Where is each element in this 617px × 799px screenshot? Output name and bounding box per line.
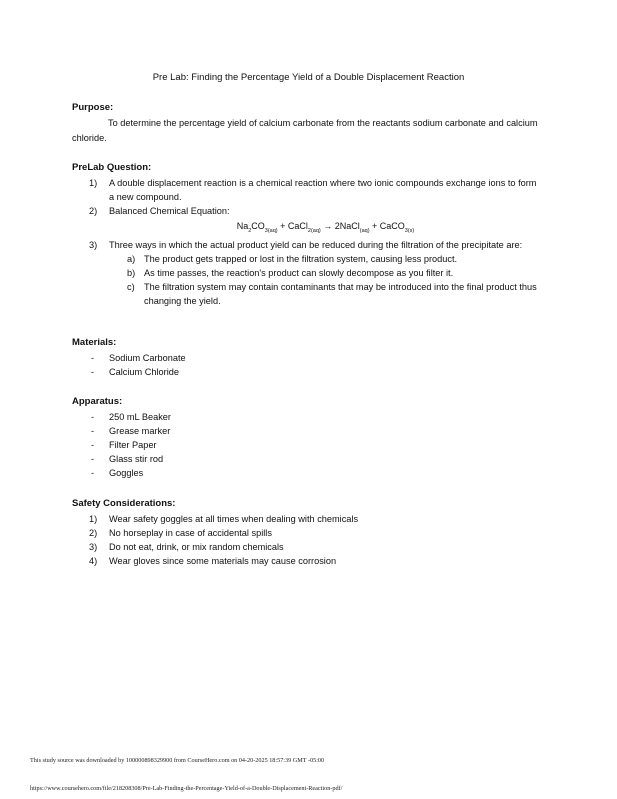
list-item: 4) Wear gloves since some materials may cause corrosion	[89, 556, 337, 566]
list-item: 3) Three ways in which the actual product yield can be reduced during the filtration of the precipitate are: a) The product gets trapped or lost in the filtration system, causing less product. b) As time passes, the reaction's product can slowly decompose as you filter it. c) The filtration system may contain contaminants that may be introduced into the final product thus changing the yield.	[72, 238, 542, 308]
prelab-heading: PreLab Question:	[72, 162, 152, 173]
materials-list	[72, 351, 542, 379]
safety-heading: Safety Considerations:	[72, 498, 176, 509]
purpose-heading: Purpose:	[72, 102, 114, 113]
list-item: 2) Balanced Chemical Equation: $Na_2CO_{3(aq)}$ + CaCl$_{2(aq)}$ → 2NaCl$_{(aq)}$ + CaCO$_{3(s)}$	[72, 204, 542, 238]
list-item: - 250 mL Beaker	[91, 412, 171, 422]
list-item: - Calcium Chloride	[91, 367, 179, 377]
purpose-section	[72, 101, 542, 145]
sub-list-item: b) As time passes, the reaction's product can slowly decompose as you filter it.	[127, 267, 454, 278]
prelab-section	[72, 161, 542, 308]
safety-list	[72, 512, 542, 568]
list-item: 3) Do not eat, drink, or mix random chemicals	[89, 542, 284, 552]
list-item: - Glass stir rod	[91, 454, 164, 464]
list-item: - Goggles	[91, 468, 144, 478]
list-item: 1) Wear safety goggles at all times when dealing with chemicals	[89, 514, 359, 524]
apparatus-section	[72, 395, 542, 480]
sub-list-item: a) The product gets trapped or lost in the filtration system, causing less product.	[127, 253, 458, 264]
sub-list-item: c) The filtration system may contain contaminants that may be introduced into the final product thus changing the yield.	[127, 281, 537, 306]
materials-section	[72, 336, 542, 379]
list-item: - Grease marker	[91, 426, 171, 436]
page-title: Pre Lab: Finding the Percentage Yield of a Double Displacement Reaction	[152, 72, 465, 83]
safety-section	[72, 497, 542, 568]
purpose-text: To determine the percentage yield of calcium carbonate from the reactants sodium carbonate and calcium chloride.	[72, 118, 538, 143]
source-url[interactable]: https://www.coursehero.com/file/218208308/Pre-Lab-Finding-the-Percentage-Yield-of-a-Double-Displacement-Reaction-pdf/	[30, 785, 343, 792]
apparatus-list	[72, 410, 542, 480]
sub-list	[109, 252, 542, 308]
list-item: - Filter Paper	[91, 440, 157, 450]
apparatus-heading: Apparatus:	[72, 396, 123, 407]
list-item: 1) A double displacement reaction is a chemical reaction where two ionic compounds exchange ions to form a new compound.	[89, 178, 537, 202]
materials-heading: Materials:	[72, 337, 117, 348]
download-notice: This study source was downloaded by 100000898329900 from CourseHero.com on 04-20-2025 18:57:39 GMT -05:00	[30, 757, 325, 764]
list-item: 2) No horseplay in case of accidental spills	[89, 528, 272, 538]
chemical-equation: $Na_2CO_{3(aq)}$ + CaCl$_{2(aq)}$ → 2NaCl$_{(aq)}$ + CaCO$_{3(s)}$	[236, 221, 415, 234]
list-item: - Sodium Carbonate	[91, 353, 186, 363]
prelab-list	[72, 176, 542, 308]
